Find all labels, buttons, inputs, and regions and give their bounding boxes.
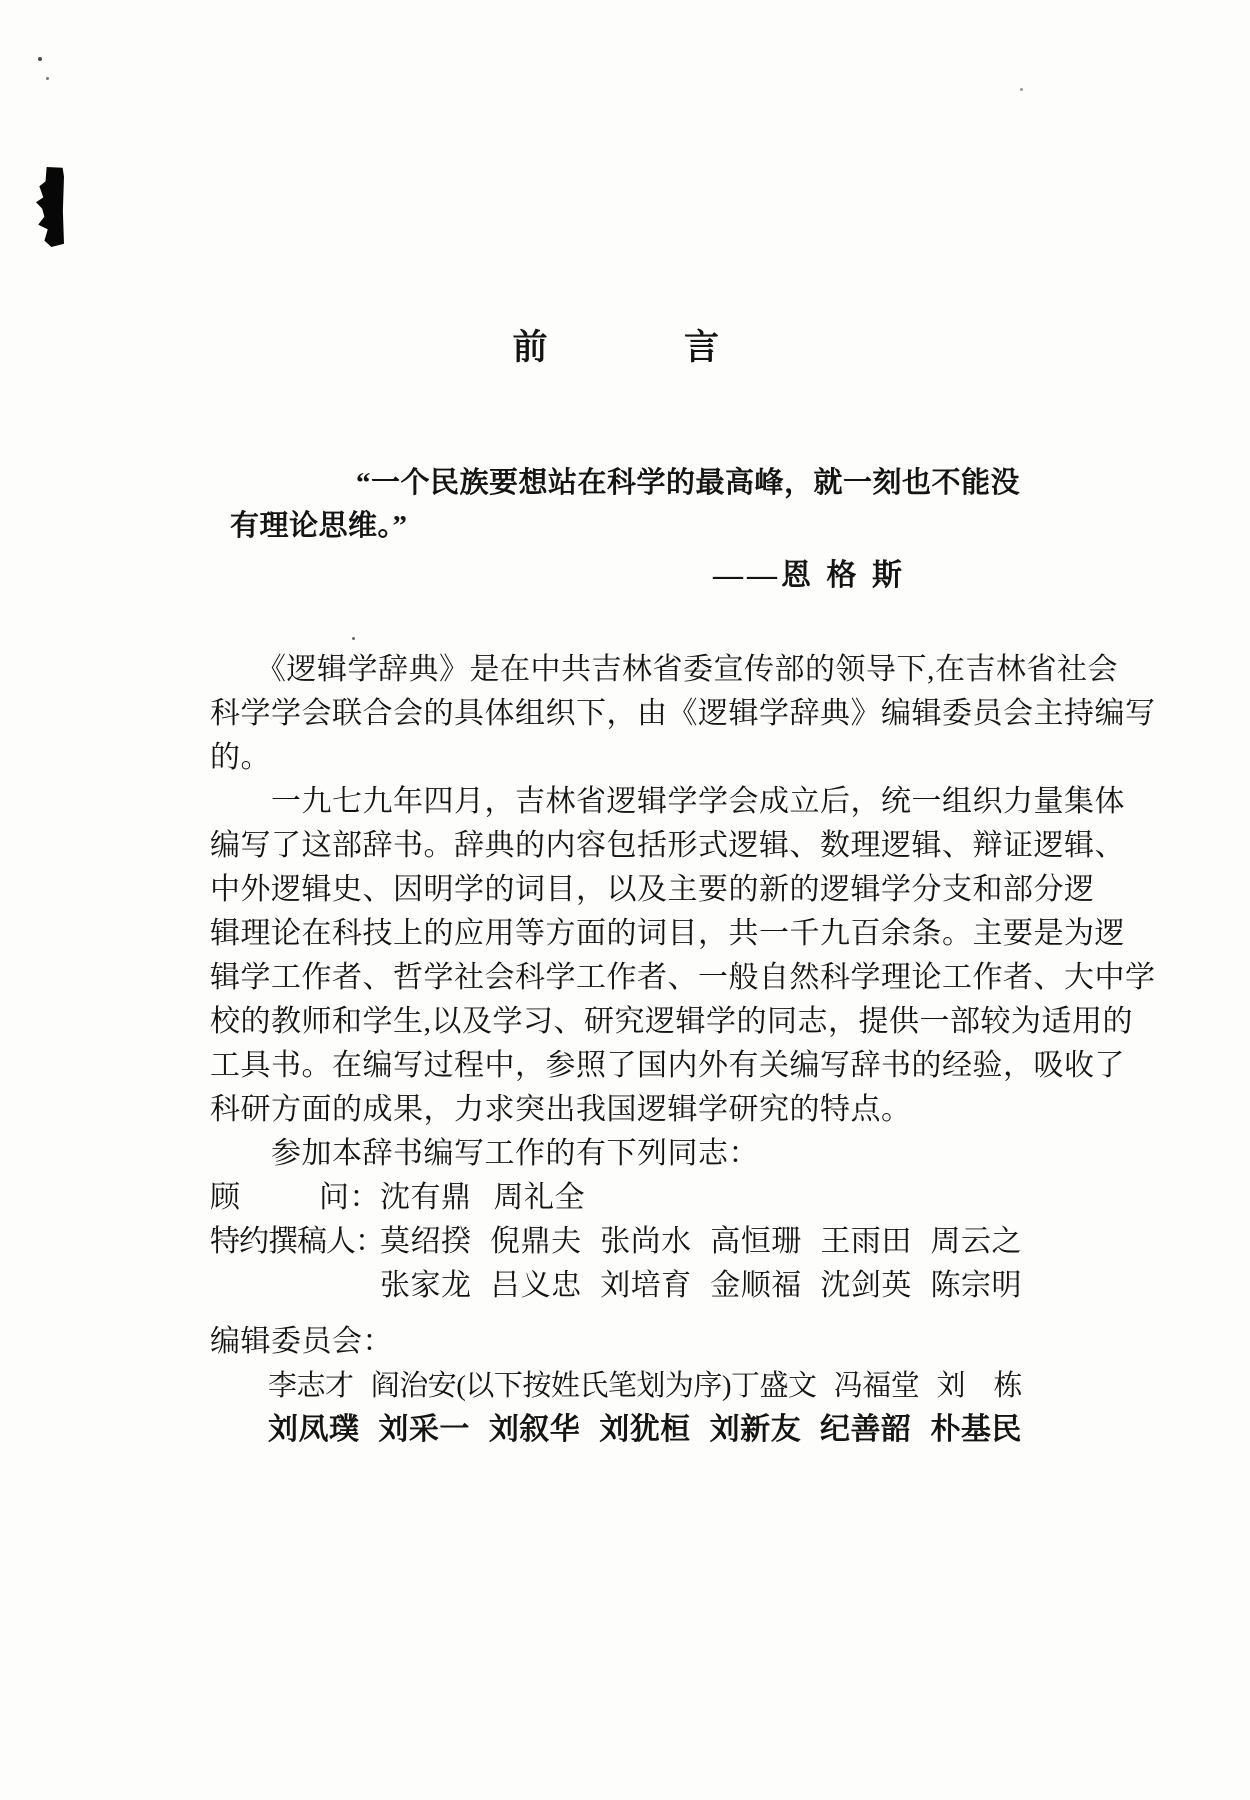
name-item: 张尚水 bbox=[600, 1225, 692, 1258]
advisors-row bbox=[210, 1176, 1022, 1220]
writers-names-2 bbox=[380, 1264, 1022, 1308]
scan-speck bbox=[46, 77, 49, 80]
text-line: 一九七九年四月，吉林省逻辑学学会成立后，统一组织力量集体 bbox=[210, 785, 1125, 818]
scan-speck bbox=[38, 57, 42, 61]
paragraph-2 bbox=[210, 780, 1156, 1132]
quote-attribution: ——恩 格 斯 bbox=[713, 559, 906, 592]
name-item: 刘 栋 bbox=[936, 1370, 1022, 1402]
committee-row-2 bbox=[268, 1408, 1022, 1452]
writers-row-2 bbox=[210, 1264, 1022, 1308]
text-line: 科学学会联合会的具体组织下，由《逻辑学辞典》编辑委员会主持编写 bbox=[210, 697, 1156, 730]
text-line: 《逻辑学辞典》是在中共吉林省委宣传部的领导下,在吉林省社会 bbox=[210, 653, 1118, 686]
committee-names bbox=[268, 1364, 1022, 1452]
writers-names-1 bbox=[380, 1220, 1022, 1264]
name-item: 阎治安(以下按姓氏笔划为序)丁盛文 bbox=[370, 1370, 817, 1402]
epigraph-quote bbox=[210, 462, 1022, 597]
contributors-intro: 参加本辞书编写工作的有下列同志： bbox=[210, 1137, 759, 1170]
text-column bbox=[210, 326, 1156, 1452]
text-line: 辑学工作者、哲学社会科学工作者、一般自然科学理论工作者、大中学 bbox=[210, 961, 1156, 994]
name-item: 周礼全 bbox=[493, 1181, 585, 1214]
page-title bbox=[210, 326, 1022, 370]
name-item: 沈有鼎 bbox=[380, 1181, 472, 1214]
text-line: 科研方面的成果，力求突出我国逻辑学研究的特点。 bbox=[210, 1093, 912, 1126]
ink-blob-artifact bbox=[36, 167, 64, 247]
name-item: 金顺福 bbox=[710, 1269, 802, 1302]
title-char-2: 言 bbox=[684, 328, 720, 367]
title-char-1: 前 bbox=[512, 328, 548, 367]
quote-line-2: 有理论思维。” bbox=[230, 510, 408, 542]
advisors-label-right: 问： bbox=[319, 1181, 380, 1214]
body-text bbox=[210, 648, 1156, 1452]
name-item: 刘培育 bbox=[600, 1269, 692, 1302]
text-line: 工具书。在编写过程中，参照了国内外有关编写辞书的经验，吸收了 bbox=[210, 1049, 1125, 1082]
name-item: 朴基民 bbox=[930, 1413, 1022, 1446]
name-item: 陈宗明 bbox=[930, 1269, 1022, 1302]
text-line: 中外逻辑史、因明学的词目，以及主要的新的逻辑学分支和部分逻 bbox=[210, 873, 1095, 906]
quote-line-1: “一个民族要想站在科学的最高峰，就一刻也不能没 bbox=[356, 467, 1021, 499]
text-line: 的。 bbox=[210, 741, 271, 774]
writers-label: 特约撰稿人： bbox=[210, 1225, 384, 1258]
name-item: 周云之 bbox=[930, 1225, 1022, 1258]
name-item: 刘叙华 bbox=[488, 1413, 581, 1446]
committee-row-1 bbox=[268, 1364, 1022, 1408]
name-item: 倪鼎夫 bbox=[490, 1225, 582, 1258]
name-item: 冯福堂 bbox=[833, 1370, 920, 1402]
text-line: 编写了这部辞书。辞典的内容包括形式逻辑、数理逻辑、辩证逻辑、 bbox=[210, 829, 1125, 862]
text-line: 辑理论在科技上的应用等方面的词目，共一千九百余条。主要是为逻 bbox=[210, 917, 1125, 950]
scan-speck bbox=[1020, 88, 1023, 91]
name-item: 刘新友 bbox=[709, 1413, 802, 1446]
name-item: 吕义忠 bbox=[490, 1269, 582, 1302]
name-item: 沈剑英 bbox=[820, 1269, 912, 1302]
advisors-label-left: 顾 bbox=[210, 1181, 241, 1214]
advisors-names bbox=[380, 1176, 1022, 1220]
name-item: 李志才 bbox=[268, 1370, 354, 1402]
text-line: 校的教师和学生,以及学习、研究逻辑学的同志，提供一部较为适用的 bbox=[210, 1005, 1133, 1038]
committee-label: 编辑委员会： bbox=[210, 1325, 393, 1358]
name-item: 刘犹桓 bbox=[599, 1413, 691, 1446]
name-item: 高恒珊 bbox=[710, 1225, 802, 1258]
name-item: 王雨田 bbox=[820, 1225, 912, 1258]
name-item: 莫绍揆 bbox=[380, 1225, 472, 1258]
name-item: 刘凤璞 bbox=[268, 1413, 360, 1446]
writers-row-1 bbox=[210, 1220, 1022, 1264]
advisors-label bbox=[210, 1176, 380, 1220]
writers-label-spacer bbox=[210, 1264, 380, 1308]
paragraph-1 bbox=[210, 648, 1156, 780]
name-item: 张家龙 bbox=[380, 1269, 472, 1302]
name-item: 纪善韶 bbox=[820, 1413, 912, 1446]
name-item: 刘采一 bbox=[378, 1413, 470, 1446]
